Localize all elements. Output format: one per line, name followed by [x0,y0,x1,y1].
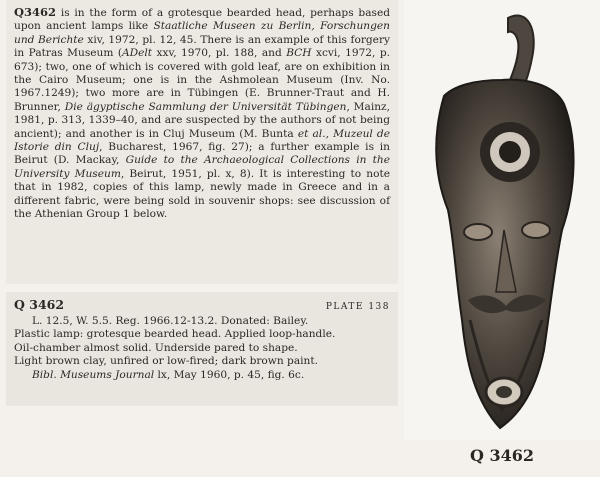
citation: Staatliche Museen zu Berlin, Forschungen und Berichte [14,20,390,46]
entry-number: Q 3462 [14,297,65,312]
citation: Die ägyptische Sammlung der Universität Tübingen [64,100,347,113]
reference: lx, May 1960, p. 45, fig. 6c. [154,368,305,381]
journal-title: Bibl. Museums Journal [32,368,155,381]
text: xcvi, 1972, p. 673); two, one of which is covered with gold leaf, are on exhibition in the Cairo Museum; one is in the Ashmolean Museum (Inv. No. 1967.1249); two more are in Tübingen (E. Brunner-Traut and H. Brunner, [14,47,391,113]
lamp-image [404,0,600,440]
description-line: Plastic lamp: grotesque bearded head. Applied loop-handle. [14,328,336,341]
text: xxv, 1970, pl. 188, and [152,47,287,60]
text: , Bucharest, 1967, fig. 27); a further example is in Beirut (D. Mackay, [14,141,391,167]
text: , Mainz, 1981, p. 313, 1339–40, and are suspected by the authors of not being ancient); and another is in Cluj Museum (M. Bunta [14,100,390,140]
description-line: Light brown clay, unfired or low-fired; dark brown paint. [14,355,318,368]
dimensions-line: L. 12.5, W. 5.5. Reg. 1966.12-13.2. Donated: Bailey. [32,314,309,327]
object-number: Q3462 [14,5,57,19]
text: xiv, 1972, pl. 12, 45. There is an example of this forgery in Patras Museum ( [14,33,391,60]
text: is in the form of a grotesque bearded head, perhaps based upon ancient lamps like [14,7,390,33]
text: , Beirut, 1951, pl. x, 8). It is interesting to note that in 1982, copies of this lamp, newly made in Greece and in a different fabric, were being sold in souvenir shops: see discussion of the Athenian Group 1 below. [14,167,390,221]
description-paragraph [6,0,398,284]
photo-caption: Q 3462 [469,446,535,465]
citation: Guide to the Archaeological Collections in the University Museum [14,154,390,180]
citation: ADelt [122,47,153,60]
description-line: Oil-chamber almost solid. Underside pared to shape. [14,341,298,354]
entry-header [14,298,390,315]
lamp-photograph [404,0,600,440]
citation: et al., Muzeul de Istorie din Cluj [14,127,390,154]
plate-number: PLATE 138 [325,302,390,312]
citation: BCH [286,47,312,60]
bibliography-line [14,369,390,383]
catalogue-entry [6,292,398,406]
